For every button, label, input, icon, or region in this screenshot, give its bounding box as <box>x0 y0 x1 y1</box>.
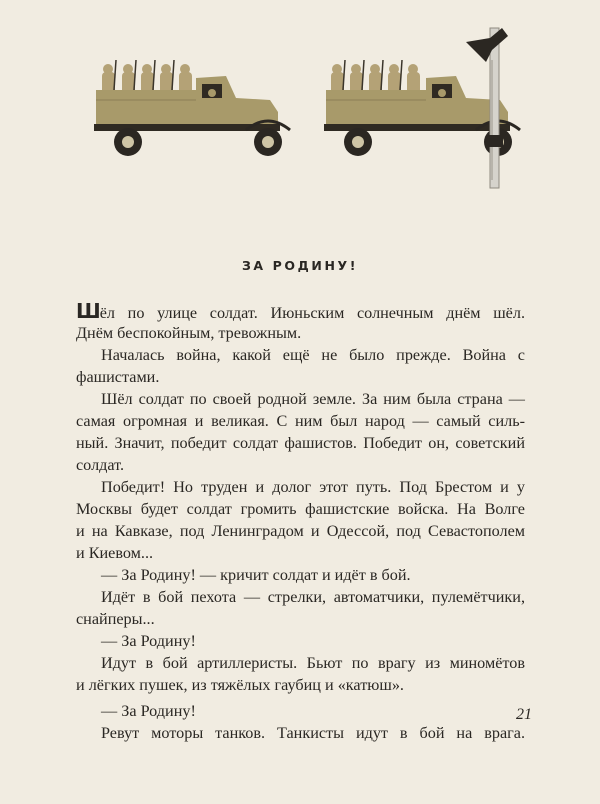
text-line: ный. Значит, победит солдат фашистов. Победит он, советский <box>76 434 525 452</box>
chapter-title: ЗА РОДИНУ! <box>241 258 359 273</box>
text-line: Идут в бой артиллеристы. Бьют по врагу из миномётов <box>101 654 525 672</box>
drop-cap: Ш <box>76 299 100 323</box>
trucks-illustration <box>0 0 600 230</box>
text-line: — За Родину! <box>101 632 196 650</box>
text-line: Ревут моторы танков. Танкисты идут в бой на врага. <box>101 724 525 742</box>
text-line: Москвы будет солдат громить фашистские войска. На Волге <box>76 500 525 518</box>
text-line: Шёл солдат по своей родной земле. За ним была страна — <box>101 390 525 408</box>
text-line: и лёгких пушек, из тяжёлых гаубиц и «катюш». <box>76 676 404 694</box>
truck-left <box>94 60 290 156</box>
text-line: Началась война, какой ещё не было прежде. Война с <box>101 346 525 364</box>
text-line: снайперы... <box>76 610 155 628</box>
text-line: Победит! Но труден и долог этот путь. Под Брестом и у <box>101 478 525 496</box>
text-line: — За Родину! <box>101 702 196 720</box>
text-line: солдат. <box>76 456 125 474</box>
text-line: Шёл по улице солдат. Июньским солнечным днём шёл. <box>76 299 525 323</box>
text-line: и Киевом... <box>76 544 154 562</box>
story-text <box>76 300 525 744</box>
text-line: — За Родину! — кричит солдат и идёт в бой. <box>101 566 411 584</box>
text-line: Идёт в бой пехота — стрелки, автоматчики, пулемётчики, <box>101 588 525 606</box>
text-line: фашистами. <box>76 368 160 386</box>
text-line: самая огромная и великая. С ним был народ — самый силь- <box>76 412 525 430</box>
text-line: и на Кавказе, под Ленинградом и Одессой, под Севастополем <box>76 522 525 540</box>
page-number: 21 <box>516 706 532 723</box>
text-line: Днём беспокойным, тревожным. <box>76 324 302 342</box>
